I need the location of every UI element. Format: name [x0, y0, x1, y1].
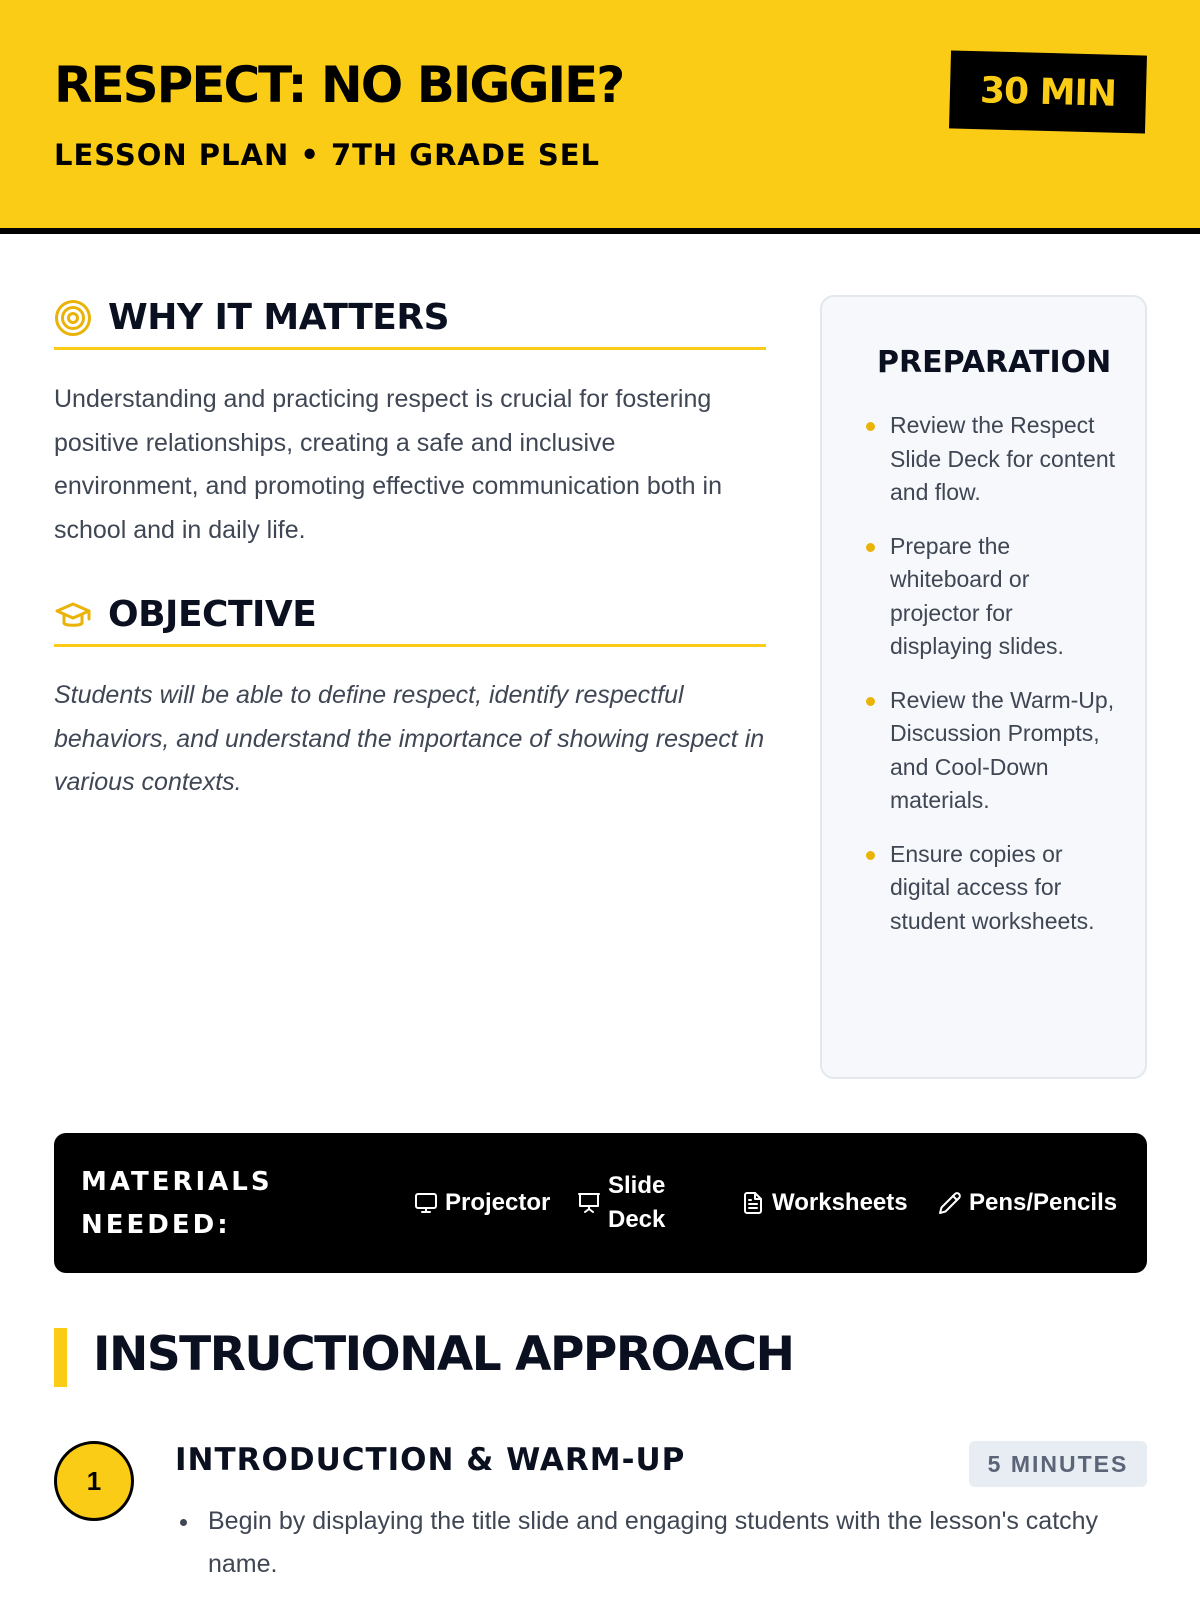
why-it-matters-heading: [54, 288, 766, 350]
preparation-item: Prepare the whiteboard or projector for displaying slides.: [866, 530, 1116, 664]
preparation-item: Review the Respect Slide Deck for content and flow.: [866, 409, 1116, 510]
monitor-icon: [413, 1190, 439, 1216]
material-label: Pens/Pencils: [969, 1189, 1118, 1216]
document-icon: [740, 1190, 766, 1216]
step-bullet: Begin by displaying the title slide and engaging students with the lesson's catchy name.: [180, 1500, 1150, 1586]
step-number-badge: 1: [54, 1441, 134, 1521]
page-title: RESPECT: NO BIGGIE?: [54, 56, 624, 114]
material-slide-deck: [576, 1169, 686, 1237]
material-projector: [413, 1186, 550, 1220]
instructional-approach-title: INSTRUCTIONAL APPROACH: [93, 1327, 794, 1382]
preparation-item: Review the Warm-Up, Discussion Prompts, and Cool-Down materials.: [866, 684, 1116, 818]
materials-bar: [54, 1133, 1147, 1273]
page-header: [0, 0, 1200, 234]
presentation-icon: [576, 1190, 602, 1216]
material-label: Slide Deck: [608, 1172, 666, 1233]
pencil-icon: [937, 1190, 963, 1216]
preparation-list: [866, 409, 1116, 958]
graduation-cap-icon: [54, 596, 92, 634]
objective-text: Students will be able to define respect, identify respectful behaviors, and understand the importance of showing respect in various contexts.: [54, 681, 765, 796]
section-title: OBJECTIVE: [108, 594, 317, 635]
why-it-matters-text: Understanding and practicing respect is crucial for fostering positive relationships, creating a safe and inclusive environment, and promoting effective communication both in school and in daily life.: [54, 385, 722, 544]
material-pens-pencils: [937, 1186, 1117, 1220]
preparation-card: [820, 295, 1147, 1079]
step-duration-badge: 5 MINUTES: [969, 1441, 1147, 1487]
section-title: WHY IT MATTERS: [108, 297, 449, 338]
step-bullet-list: [180, 1500, 1150, 1586]
page-subtitle: LESSON PLAN • 7TH GRADE SEL: [54, 138, 601, 172]
material-label: Worksheets: [772, 1189, 908, 1216]
preparation-title: PREPARATION: [877, 345, 1112, 380]
target-icon: [54, 299, 92, 337]
preparation-item: Ensure copies or digital access for student worksheets.: [866, 838, 1116, 939]
step-title: INTRODUCTION & WARM-UP: [175, 1442, 686, 1478]
material-worksheets: [740, 1186, 908, 1220]
section-accent-bar: [54, 1328, 67, 1387]
objective-heading: [54, 585, 766, 647]
material-label: Projector: [445, 1189, 551, 1216]
materials-label: MATERIALS NEEDED:: [81, 1167, 273, 1240]
duration-badge: 30 MIN: [949, 50, 1147, 133]
